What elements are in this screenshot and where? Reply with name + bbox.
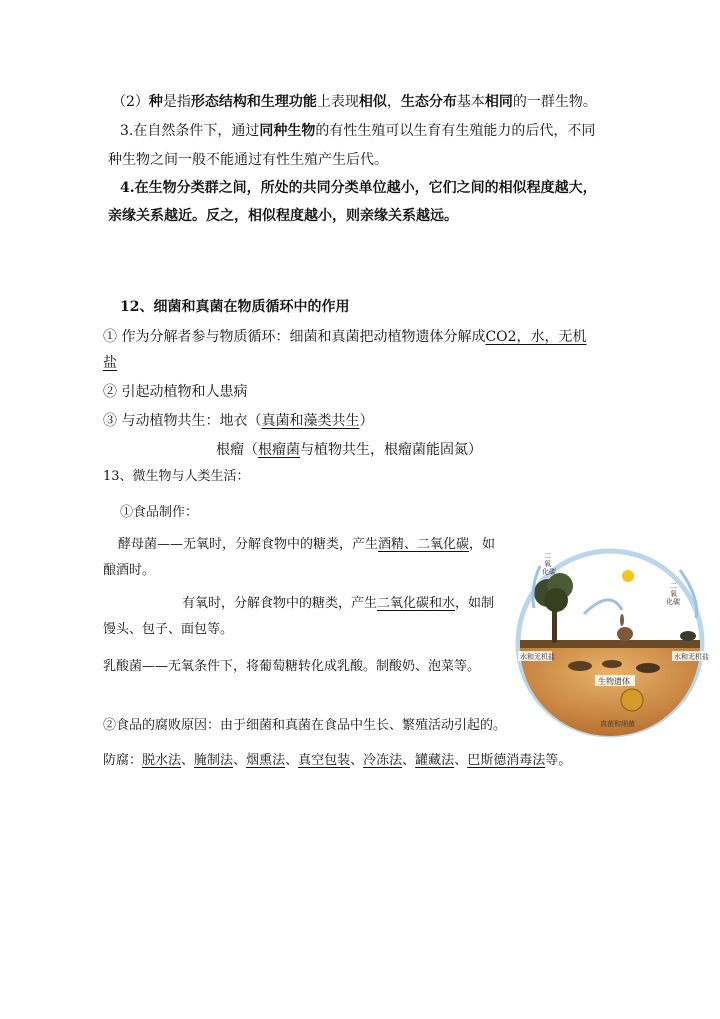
organism-remains bbox=[602, 660, 622, 668]
text-fragment: 有氧时，分解食物中的糖类，产生 bbox=[182, 596, 378, 611]
label-water-minerals-left: 水和无机盐 bbox=[520, 653, 555, 661]
underlined-text: 二氧化碳和水 bbox=[377, 596, 456, 611]
label-fungi-bacteria: 真菌和细菌 bbox=[600, 720, 635, 728]
label-co2-left-3: 化碳 bbox=[542, 568, 556, 576]
text-fragment: 种 bbox=[148, 94, 163, 110]
underlined-text: 根瘤菌 bbox=[258, 442, 300, 458]
underlined-text: 盐 bbox=[103, 355, 117, 371]
text-fragment: ③ 与动植物共生：地衣（ bbox=[103, 413, 262, 429]
text-fragment: 等。 bbox=[545, 753, 572, 768]
text-fragment: 是指 bbox=[162, 94, 191, 110]
paragraph-3-line2: 种生物之间一般不能通过有性生殖产生后代。 bbox=[108, 152, 388, 168]
text-fragment: 基本 bbox=[456, 94, 485, 110]
section-12-item4 bbox=[216, 440, 482, 460]
preservation-method: 罐藏法 bbox=[415, 753, 455, 768]
organism-remains bbox=[636, 663, 660, 673]
label-co2-left-1: 二 bbox=[544, 552, 551, 560]
yeast-aerobic-cont: 馒头、包子、面包等。 bbox=[103, 622, 234, 637]
fungi-bacteria-icon bbox=[621, 689, 643, 711]
preservation-method: 冷冻法 bbox=[363, 753, 403, 768]
separator: 、 bbox=[350, 753, 364, 768]
text-fragment: ① 作为分解者参与物质循环：细菌和真菌把动植物遗体分解成 bbox=[103, 329, 486, 345]
preservation-method: 脱水法 bbox=[142, 753, 182, 768]
text-fragment: 防腐： bbox=[103, 753, 143, 768]
preservation-method: 真空包装 bbox=[298, 753, 351, 768]
bush-icon bbox=[680, 631, 696, 641]
paragraph-4-line1: 4.在生物分类群之间，所处的共同分类单位越小，它们之间的相似程度越大， bbox=[120, 180, 597, 196]
separator: 、 bbox=[454, 753, 468, 768]
text-fragment: ， bbox=[386, 94, 401, 110]
separator: 、 bbox=[181, 753, 195, 768]
underlined-text: CO2，水，无机 bbox=[485, 329, 587, 345]
section-12-item1-cont bbox=[103, 353, 117, 373]
rabbit-icon bbox=[617, 627, 633, 641]
section-13-sub1: ①食品制作： bbox=[120, 505, 199, 520]
text-fragment: （2） bbox=[112, 94, 149, 110]
paragraph-4-line2: 亲缘关系越近。反之，相似程度越小，则亲缘关系越远。 bbox=[108, 208, 458, 224]
section-12-item3 bbox=[103, 411, 373, 431]
preservation-methods bbox=[103, 751, 571, 771]
text-fragment: 上表现 bbox=[316, 94, 359, 110]
text-fragment: ） bbox=[359, 413, 374, 429]
preservation-method: 腌制法 bbox=[194, 753, 234, 768]
preservation-method: 烟熏法 bbox=[246, 753, 286, 768]
yeast-anaerobic-cont: 酿酒时。 bbox=[103, 563, 156, 578]
text-fragment: 的有性生殖可以生育有生殖能力的后代，不同 bbox=[315, 123, 596, 139]
text-fragment: 相似 bbox=[358, 94, 387, 110]
separator: 、 bbox=[285, 753, 299, 768]
section-13-heading: 13、微生物与人类生活： bbox=[103, 469, 250, 484]
text-fragment: 根瘤（ bbox=[216, 442, 258, 458]
ground-strip bbox=[520, 640, 700, 648]
section-12-heading: 12、细菌和真菌在物质循环中的作用 bbox=[120, 299, 350, 315]
text-fragment: 生态分布 bbox=[400, 94, 457, 110]
organism-remains bbox=[568, 661, 592, 671]
separator: 、 bbox=[233, 753, 247, 768]
text-fragment: ，如制 bbox=[455, 596, 495, 611]
section-12-item1 bbox=[103, 327, 587, 347]
lactic-acid-bacteria: 乳酸菌——无氧条件下，将葡萄糖转化成乳酸。制酸奶、泡菜等。 bbox=[103, 659, 481, 674]
label-remains: 生物遗体 bbox=[598, 677, 630, 686]
label-water-minerals-right: 水和无机盐 bbox=[674, 653, 709, 661]
separator: 、 bbox=[402, 753, 416, 768]
paragraph-3-line1 bbox=[120, 121, 595, 141]
text-fragment: 同种生物 bbox=[259, 123, 316, 139]
yeast-aerobic bbox=[182, 594, 494, 614]
underlined-text: 真菌和藻类共生 bbox=[261, 413, 360, 429]
text-fragment: 3.在自然条件下，通过 bbox=[120, 123, 260, 139]
text-fragment: 相同 bbox=[484, 94, 513, 110]
text-fragment: ，如 bbox=[469, 537, 496, 552]
rabbit-ear bbox=[620, 614, 624, 626]
preservation-method: 巴斯德消毒法 bbox=[467, 753, 546, 768]
tree-crown bbox=[544, 588, 568, 612]
text-fragment: 与植物共生，根瘤菌能固氮） bbox=[300, 442, 482, 458]
yeast-anaerobic bbox=[118, 535, 495, 555]
text-fragment: 酵母菌——无氧时，分解食物中的糖类，产生 bbox=[118, 537, 379, 552]
section-12-item2: ② 引起动植物和人患病 bbox=[103, 384, 248, 400]
text-fragment: 形态结构和生理功能 bbox=[190, 94, 317, 110]
sun-icon bbox=[622, 570, 634, 582]
cycle-illustration bbox=[500, 548, 718, 738]
label-co2-right-3: 化碳 bbox=[666, 598, 680, 606]
food-spoilage: ②食品的腐败原因：由于细菌和真菌在食品中生长、繁殖活动引起的。 bbox=[103, 718, 507, 733]
label-co2-right-1: 二 bbox=[670, 582, 677, 590]
label-co2-right-2: 氧 bbox=[670, 590, 677, 598]
text-fragment: 的一群生物。 bbox=[512, 94, 597, 110]
material-cycle-diagram bbox=[500, 548, 718, 738]
paragraph-species bbox=[112, 92, 597, 112]
label-co2-left-2: 氧 bbox=[544, 560, 551, 568]
underlined-text: 酒精、二氧化碳 bbox=[378, 537, 470, 552]
